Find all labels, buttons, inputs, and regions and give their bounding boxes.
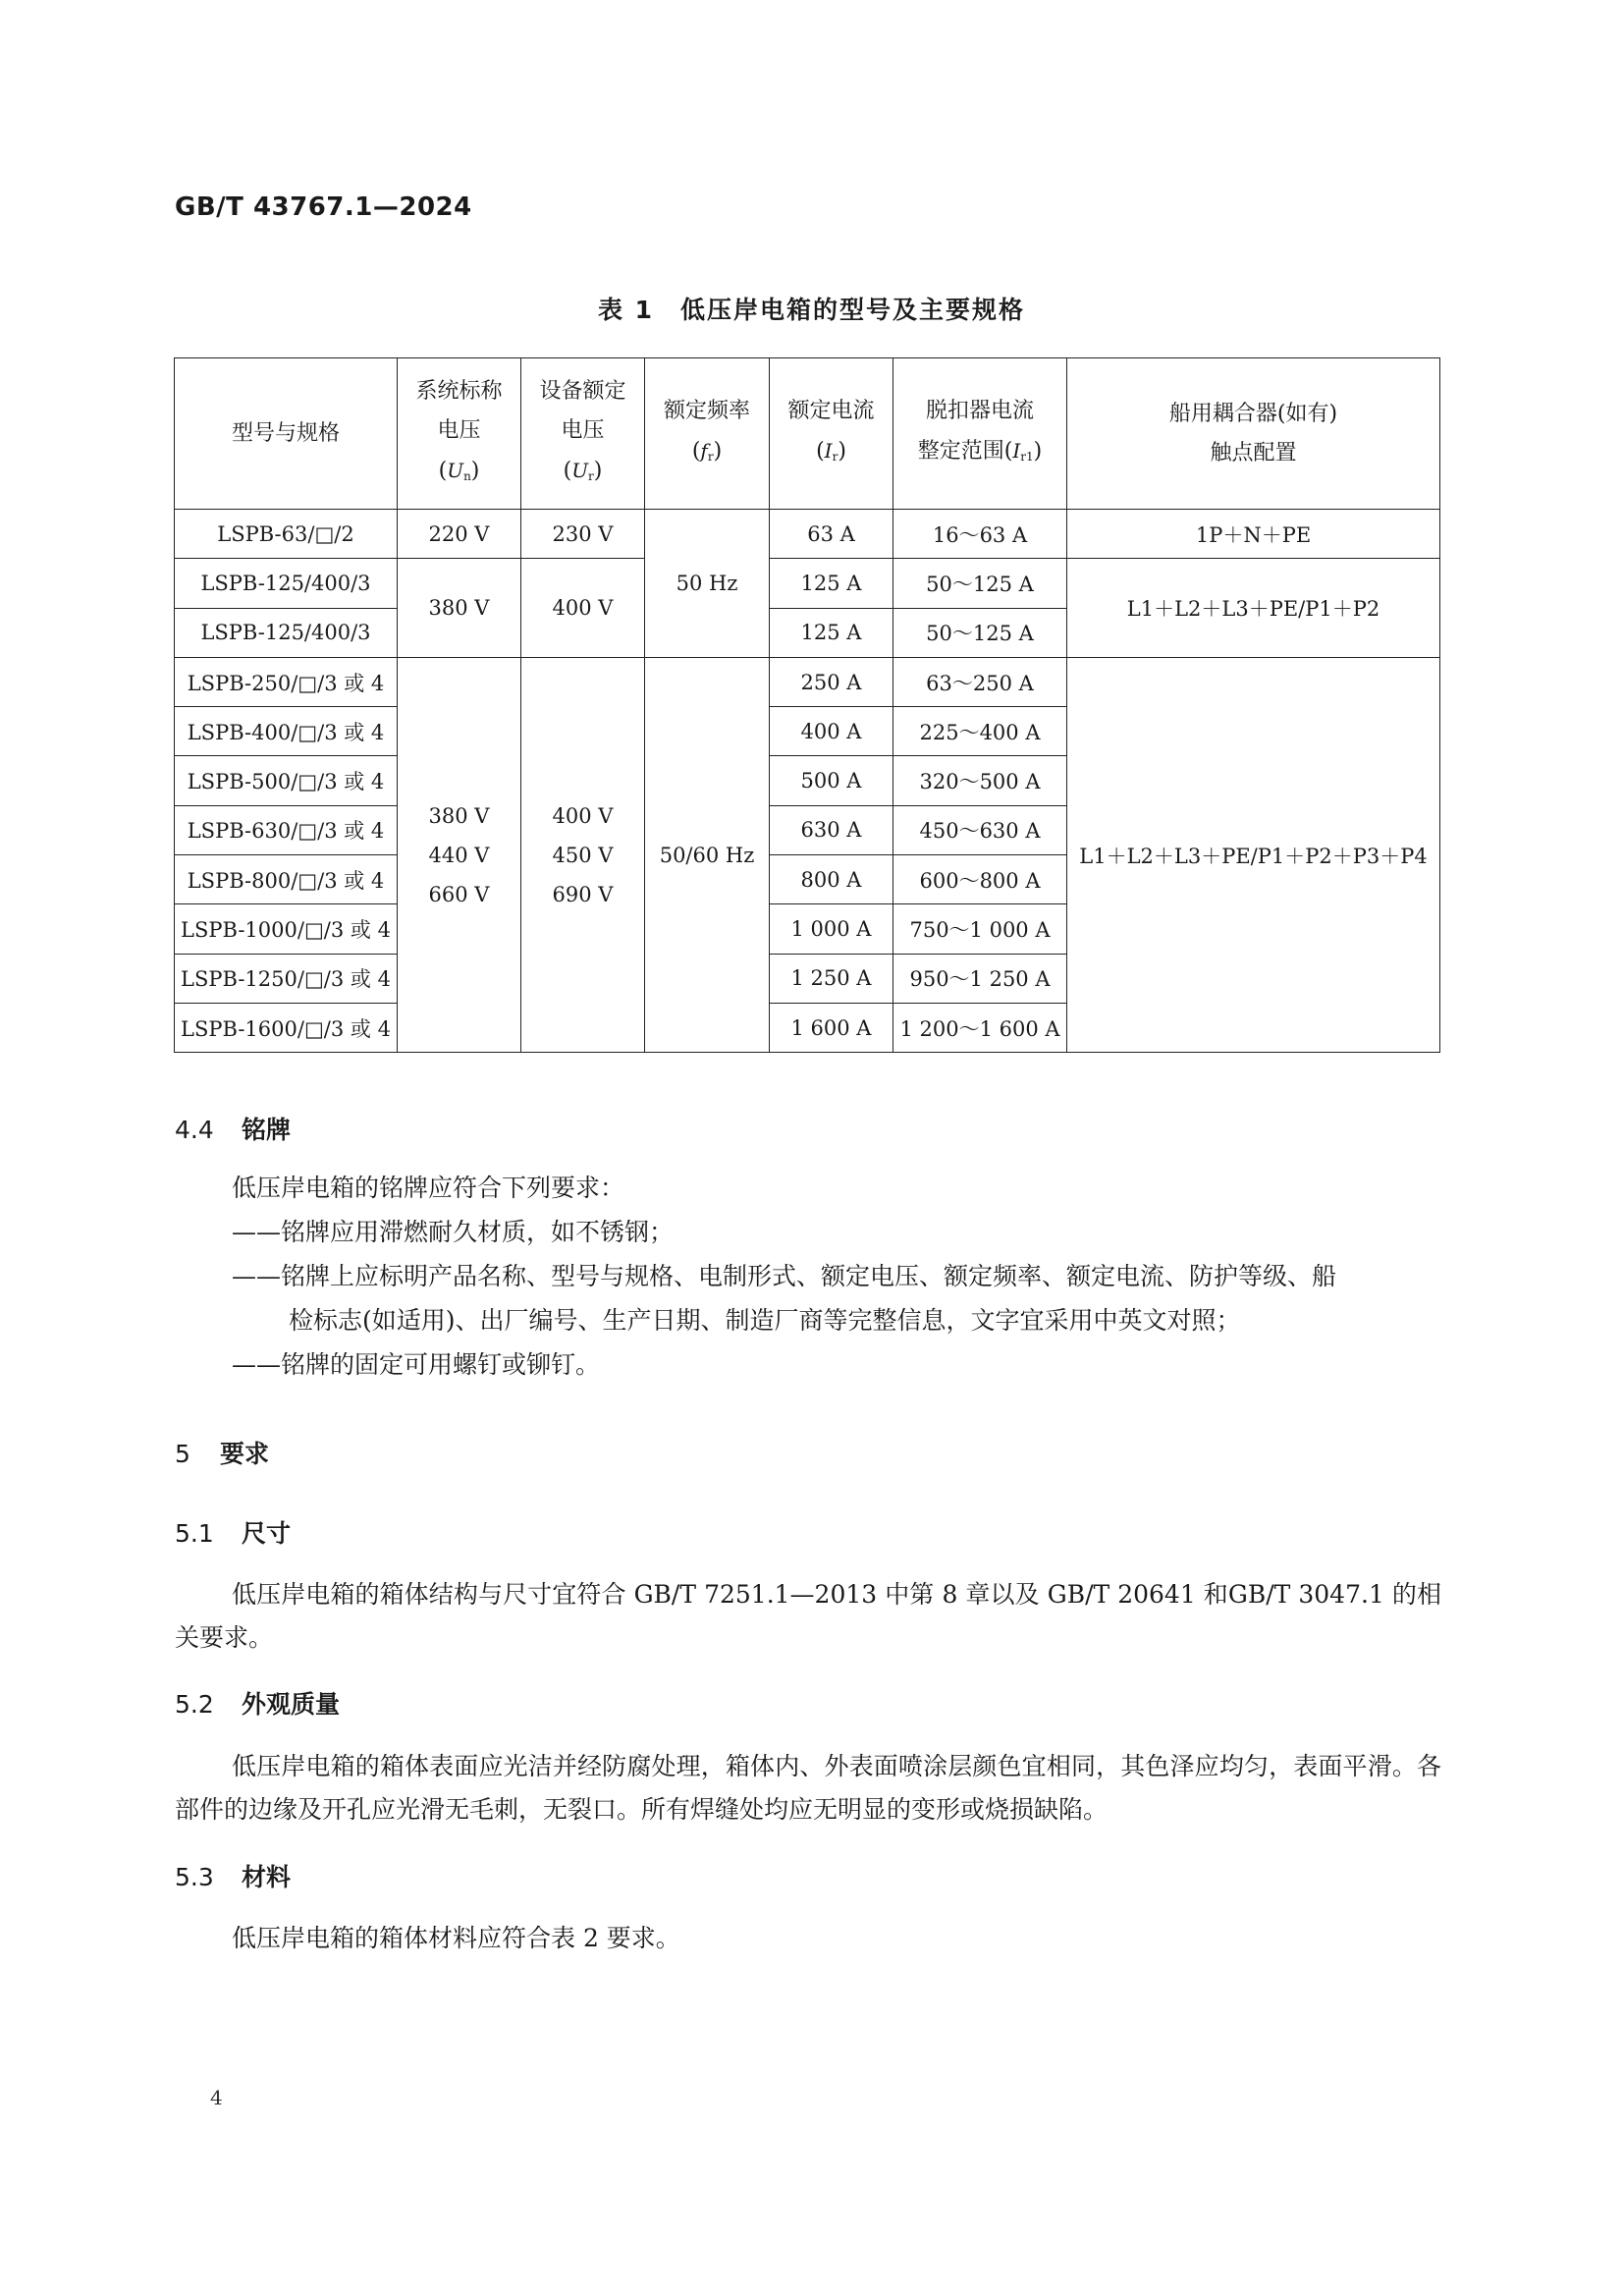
cell-trip: 16～63 A <box>893 510 1067 559</box>
header-system-voltage: 系统标称 电压 $(U_n)$ <box>398 358 521 510</box>
cell-coupler: L1＋L2＋L3＋PE/P1＋P2 <box>1067 559 1440 658</box>
cell-current: 250 A <box>770 657 893 706</box>
cell-model: LSPB-500/□/3 或 4 <box>175 756 398 805</box>
cell-current: 800 A <box>770 855 893 904</box>
cell-model: LSPB-250/□/3 或 4 <box>175 657 398 706</box>
cell-current: 1 250 A <box>770 954 893 1003</box>
table-header-row <box>175 358 1440 510</box>
section-5-3-heading: 5.3 材料 <box>175 1863 292 1891</box>
header-current: 额定电流 $(I_r)$ <box>770 358 893 510</box>
cell-coupler: 1P＋N＋PE <box>1067 510 1440 559</box>
cell-model: LSPB-1000/□/3 或 4 <box>175 904 398 954</box>
list-item: ——铭牌的固定可用螺钉或铆钉。 <box>232 1350 601 1379</box>
cell-current: 1 000 A <box>770 904 893 954</box>
cell-sys-voltage: 220 V <box>398 510 521 559</box>
cell-eq-voltage: 230 V <box>521 510 645 559</box>
cell-current: 400 A <box>770 707 893 756</box>
section-4-4-heading: 4.4 铭牌 <box>175 1116 292 1144</box>
table-row <box>175 510 1440 559</box>
section-4-4-intro: 低压岸电箱的铭牌应符合下列要求： <box>232 1174 625 1202</box>
cell-trip: 320～500 A <box>893 756 1067 805</box>
header-trip-range: 脱扣器电流 整定范围$(I_{r1})$ <box>893 358 1067 510</box>
header-equipment-voltage: 设备额定 电压 $(U_r)$ <box>521 358 645 510</box>
cell-current: 63 A <box>770 510 893 559</box>
header-frequency: 额定频率 $(f_r)$ <box>645 358 770 510</box>
cell-current: 1 600 A <box>770 1003 893 1052</box>
cell-trip: 450～630 A <box>893 805 1067 854</box>
cell-model: LSPB-63/□/2 <box>175 510 398 559</box>
list-item: ——铭牌上应标明产品名称、型号与规格、电制形式、额定电压、额定频率、额定电流、防护等级、船 <box>232 1262 1337 1290</box>
cell-trip: 750～1 000 A <box>893 904 1067 954</box>
cell-model: LSPB-1600/□/3 或 4 <box>175 1003 398 1052</box>
header-model: 型号与规格 <box>175 358 398 510</box>
cell-trip: 63～250 A <box>893 657 1067 706</box>
cell-model: LSPB-400/□/3 或 4 <box>175 707 398 756</box>
cell-sys-voltage-group: 380 V 440 V 660 V <box>398 657 521 1052</box>
table-title: 表 1 低压岸电箱的型号及主要规格 <box>597 296 1026 324</box>
header-coupler: 船用耦合器(如有) 触点配置 <box>1067 358 1440 510</box>
cell-frequency: 50/60 Hz <box>645 657 770 1052</box>
cell-model: LSPB-1250/□/3 或 4 <box>175 954 398 1003</box>
section-5-1-text: 低压岸电箱的箱体结构与尺寸宜符合 GB/T 7251.1—2013 中第 8 章以及 GB/T 20641 和GB/T 3047.1 的相关要求。 <box>175 1580 1441 1652</box>
document-code: GB/T 43767.1—2024 <box>175 192 472 222</box>
cell-model: LSPB-800/□/3 或 4 <box>175 855 398 904</box>
page-number: 4 <box>210 2086 223 2109</box>
cell-trip: 950～1 250 A <box>893 954 1067 1003</box>
cell-model: LSPB-630/□/3 或 4 <box>175 805 398 854</box>
cell-eq-voltage: 400 V <box>521 559 645 658</box>
list-item: ——铭牌应用滞燃耐久材质，如不锈钢； <box>232 1218 675 1246</box>
list-item-continuation: 检标志(如适用)、出厂编号、生产日期、制造厂商等完整信息，文字宜采用中英文对照； <box>289 1306 1241 1335</box>
cell-model: LSPB-125/400/3 <box>175 559 398 608</box>
cell-eq-voltage-group: 400 V 450 V 690 V <box>521 657 645 1052</box>
cell-sys-voltage: 380 V <box>398 559 521 658</box>
table-row <box>175 657 1440 706</box>
cell-model: LSPB-125/400/3 <box>175 608 398 657</box>
section-5-2-text: 低压岸电箱的箱体表面应光洁并经防腐处理，箱体内、外表面喷涂层颜色宜相同，其色泽应均匀，表面平滑。各部件的边缘及开孔应光滑无毛刺，无裂口。所有焊缝处均应无明显的变形或烧损缺陷。 <box>175 1752 1441 1824</box>
section-5-2-heading: 5.2 外观质量 <box>175 1690 341 1719</box>
cell-trip: 50～125 A <box>893 559 1067 608</box>
cell-trip: 225～400 A <box>893 707 1067 756</box>
spec-table <box>174 357 1440 1053</box>
cell-trip: 1 200～1 600 A <box>893 1003 1067 1052</box>
section-5-1-heading: 5.1 尺寸 <box>175 1519 292 1548</box>
table-row <box>175 559 1440 608</box>
cell-current: 500 A <box>770 756 893 805</box>
cell-current: 630 A <box>770 805 893 854</box>
cell-current: 125 A <box>770 559 893 608</box>
cell-frequency: 50 Hz <box>645 510 770 658</box>
cell-trip: 600～800 A <box>893 855 1067 904</box>
cell-coupler: L1＋L2＋L3＋PE/P1＋P2＋P3＋P4 <box>1067 657 1440 1052</box>
section-5-3-text: 低压岸电箱的箱体材料应符合表 2 要求。 <box>232 1924 680 1952</box>
cell-current: 125 A <box>770 608 893 657</box>
cell-trip: 50～125 A <box>893 608 1067 657</box>
section-5-heading: 5 要求 <box>175 1440 270 1468</box>
